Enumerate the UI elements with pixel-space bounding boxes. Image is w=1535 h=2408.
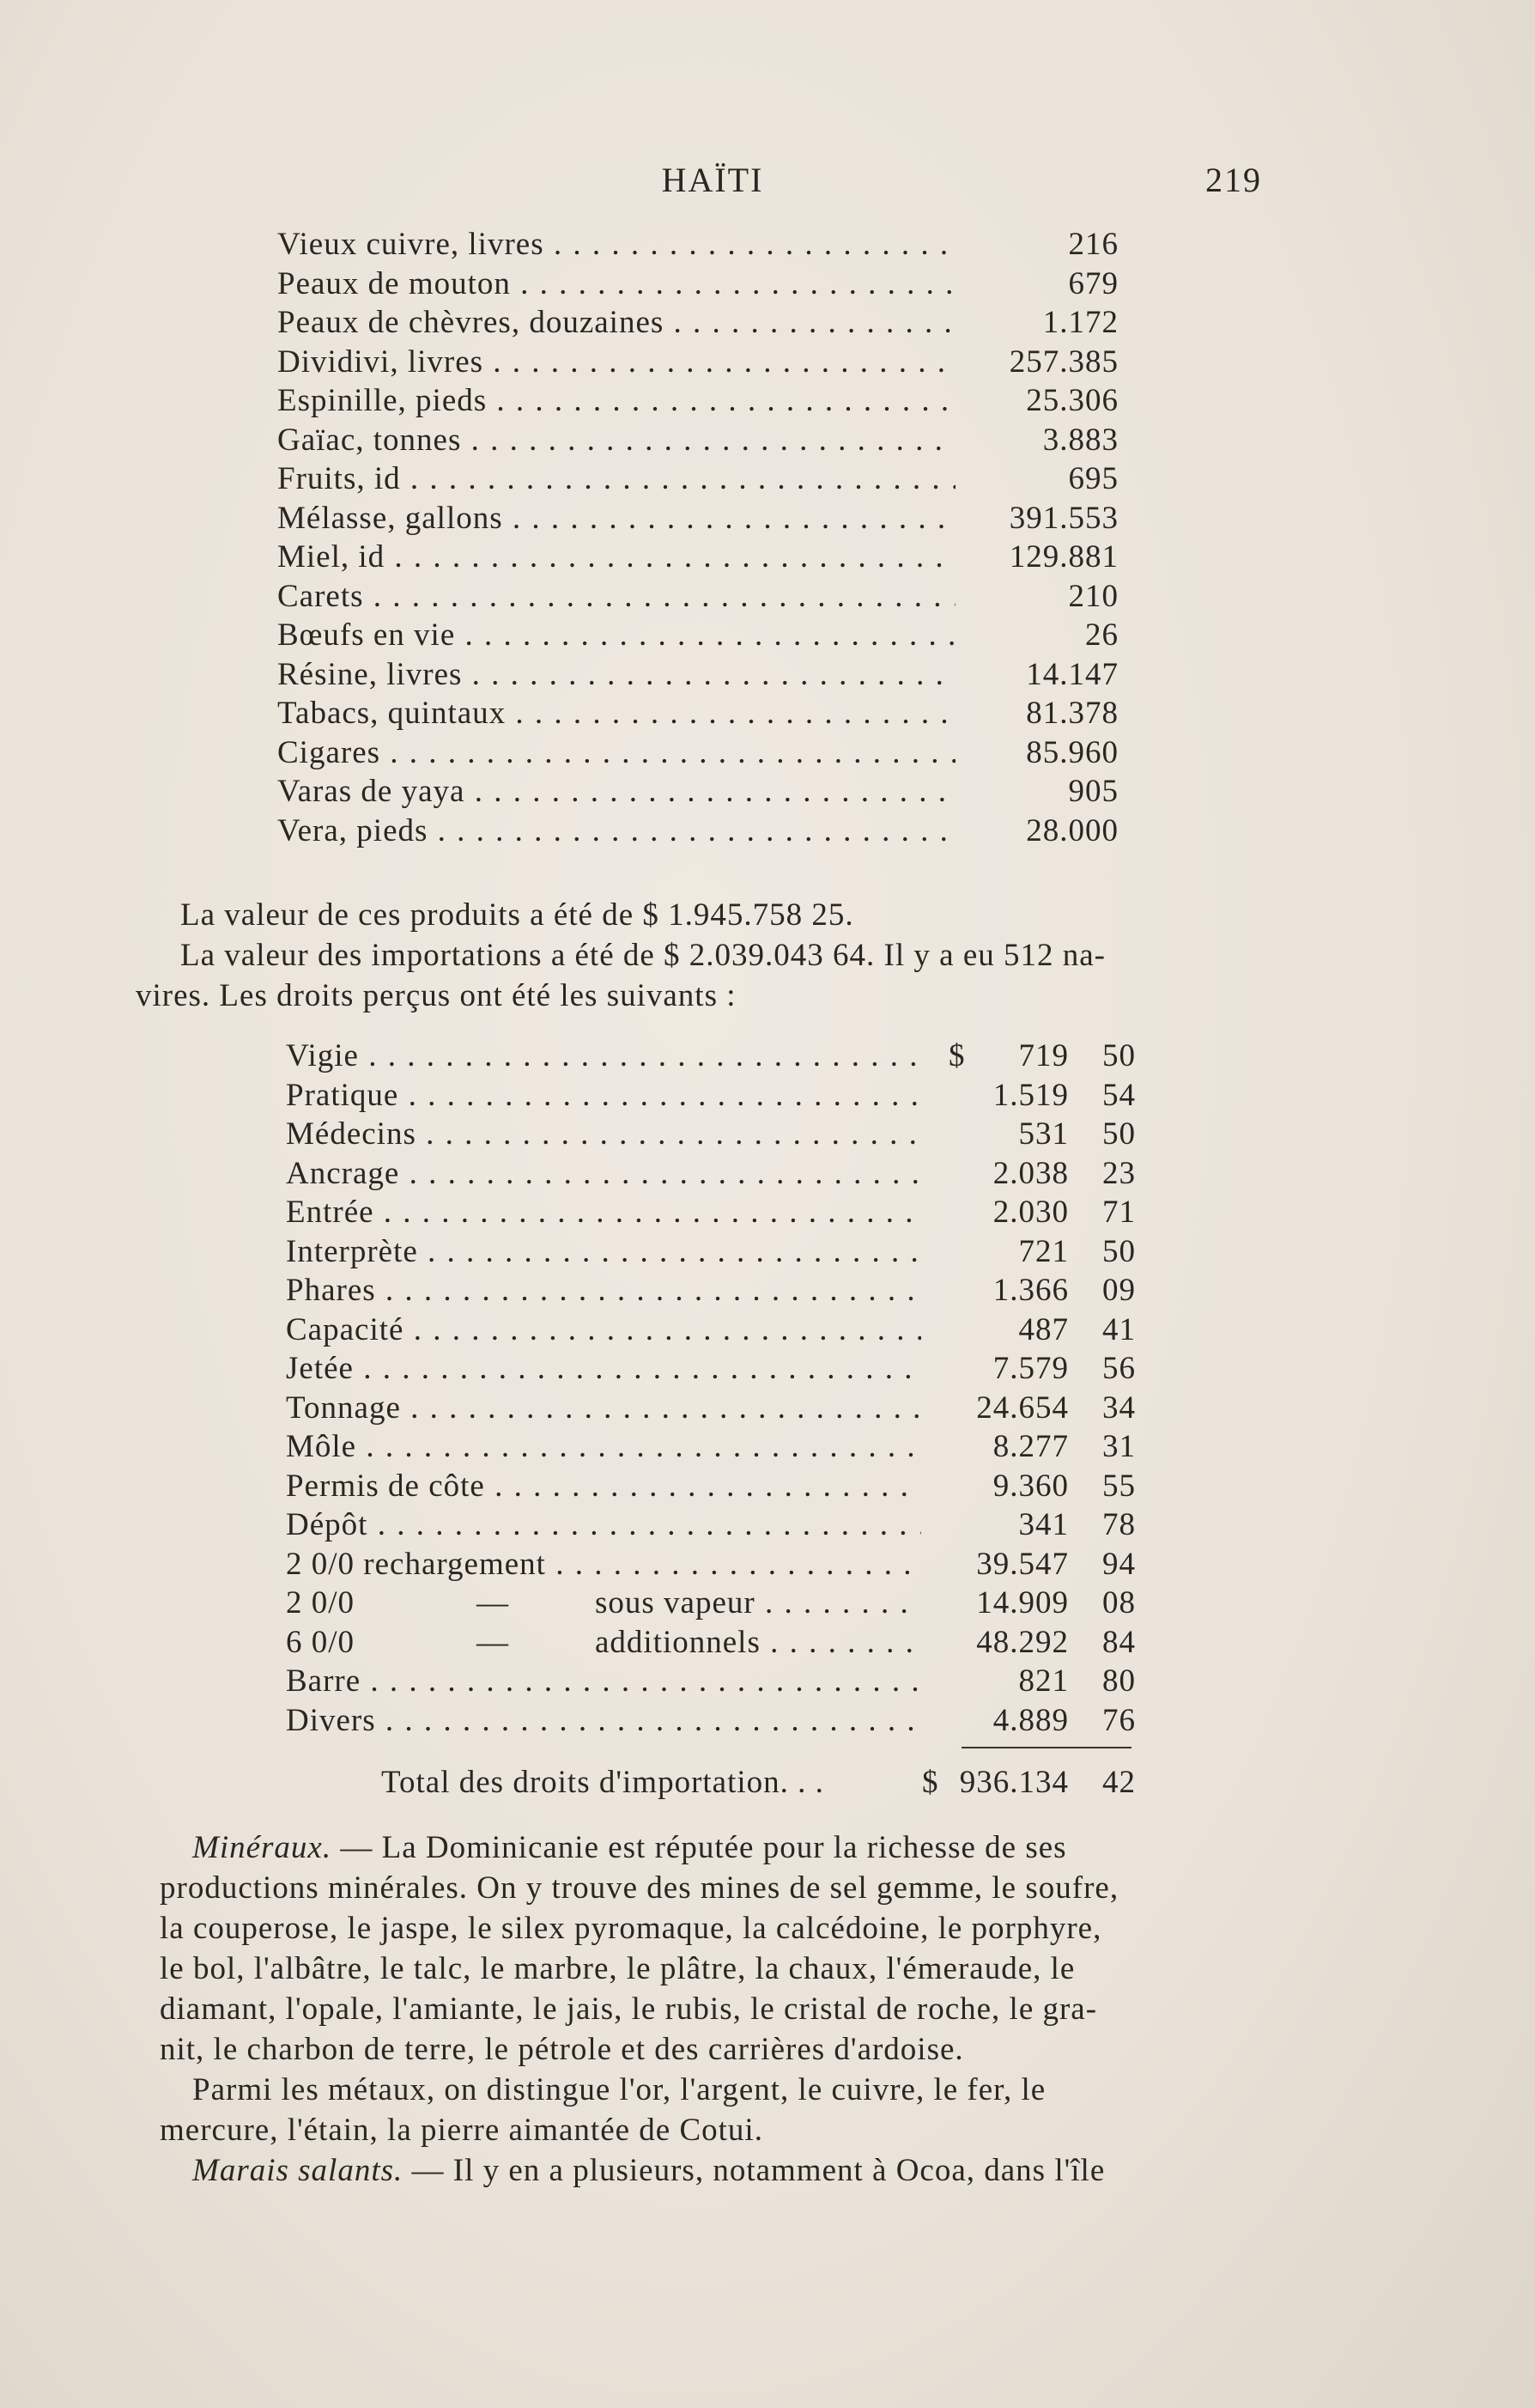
- table-row: [286, 1505, 1136, 1545]
- row-value: 391.553: [1009, 500, 1119, 536]
- page-title: HAÏTI: [661, 161, 764, 199]
- row-label: Miel, id: [277, 539, 385, 575]
- row-value: 487: [1018, 1311, 1069, 1347]
- row-value: 1.172: [1042, 305, 1119, 340]
- table-row: [277, 577, 1119, 617]
- table-row: [286, 1467, 1136, 1506]
- row-label: Tonnage: [286, 1389, 401, 1426]
- row-label: Bœufs en vie: [277, 617, 456, 653]
- row-value: 1.519: [992, 1077, 1069, 1113]
- paragraph-line: — Il y en a plusieurs, notamment à Ocoa, dans l'île: [403, 2153, 1106, 2188]
- table-row: [286, 1623, 1136, 1663]
- row-label: Dividivi, livres: [277, 344, 484, 380]
- row-label: 2 0/0 rechargement: [286, 1546, 546, 1582]
- table-row: [286, 1427, 1136, 1467]
- row-cents: 84: [1102, 1624, 1136, 1660]
- row-value: 39.547: [976, 1546, 1069, 1582]
- row-value: 48.292: [976, 1624, 1069, 1660]
- table-row: [277, 303, 1119, 343]
- row-value: 2.030: [992, 1195, 1069, 1230]
- row-label: Varas de yaya: [277, 774, 465, 809]
- row-label: Vigie: [286, 1038, 359, 1073]
- row-label: Vieux cuivre, livres: [277, 227, 544, 262]
- row-label: Gaïac, tonnes: [277, 422, 462, 458]
- paragraph-line: — La Dominicanie est réputée pour la richesse de ses: [331, 1830, 1067, 1865]
- row-value: 14.909: [976, 1585, 1069, 1621]
- total-currency: $: [922, 1765, 939, 1800]
- row-label: Barre: [286, 1663, 361, 1699]
- row-label: Capacité: [286, 1311, 404, 1347]
- row-value: 905: [1068, 774, 1119, 809]
- row-cents: 94: [1102, 1546, 1136, 1582]
- row-value: 81.378: [1026, 696, 1119, 731]
- row-label: additionnels: [595, 1624, 761, 1660]
- table-row: [286, 1701, 1136, 1741]
- table-row: [286, 1349, 1136, 1389]
- table-row: [277, 616, 1119, 655]
- table-row: [286, 1389, 1136, 1428]
- row-cents: 54: [1102, 1077, 1136, 1113]
- row-value: 679: [1068, 265, 1119, 301]
- row-label: Entrée: [286, 1195, 374, 1230]
- row-label: Môle: [286, 1429, 357, 1464]
- row-value: 210: [1068, 578, 1119, 614]
- table-row: [277, 812, 1119, 851]
- paragraph-line: mercure, l'étain, la pierre aimantée de Cotui.: [160, 2113, 763, 2148]
- running-header: [163, 160, 1262, 208]
- paragraph-line: la couperose, le jaspe, le silex pyromaque, la calcédoine, le porphyre,: [160, 1911, 1102, 1946]
- summary-line: La valeur de ces produits a été de $ 1.945.758 25.: [180, 897, 854, 933]
- row-cents: 23: [1102, 1155, 1136, 1191]
- row-cents: 50: [1102, 1116, 1136, 1152]
- row-label: Mélasse, gallons: [277, 500, 503, 536]
- row-cents: 09: [1102, 1273, 1136, 1308]
- row-cents: 56: [1102, 1351, 1136, 1386]
- row-value: 695: [1068, 461, 1119, 496]
- page-number: 219: [1205, 161, 1262, 199]
- row-value: 4.889: [992, 1702, 1069, 1738]
- row-cents: 71: [1102, 1195, 1136, 1230]
- table-row: [277, 265, 1119, 304]
- row-label: Phares: [286, 1273, 376, 1308]
- summary-line: vires. Les droits perçus ont été les suivants :: [136, 978, 737, 1013]
- table-row: [277, 772, 1119, 812]
- row-value: 28.000: [1026, 812, 1119, 848]
- exports-table: [277, 225, 1119, 850]
- paragraph-line: le bol, l'albâtre, le talc, le marbre, le plâtre, la chaux, l'émeraude, le: [160, 1951, 1076, 1986]
- paragraph-line: productions minérales. On y trouve des mines de sel gemme, le soufre,: [160, 1870, 1119, 1906]
- row-value: 821: [1018, 1663, 1069, 1699]
- row-value: 2.038: [992, 1155, 1069, 1191]
- row-label: Permis de côte: [286, 1468, 485, 1504]
- currency-symbol: $: [949, 1038, 966, 1073]
- row-label: Carets: [277, 578, 364, 614]
- row-value: 14.147: [1026, 656, 1119, 692]
- duties-table: [286, 1037, 1136, 1740]
- row-cents: 50: [1102, 1038, 1136, 1073]
- total-cents: 42: [1102, 1765, 1136, 1800]
- row-value: 24.654: [976, 1389, 1069, 1426]
- table-row: [277, 421, 1119, 460]
- total-value: 936.134: [959, 1765, 1069, 1800]
- row-cents: 78: [1102, 1507, 1136, 1542]
- row-label: Cigares: [277, 734, 381, 770]
- row-value: 257.385: [1009, 344, 1119, 380]
- table-row: [286, 1037, 1136, 1076]
- table-row: [277, 343, 1119, 382]
- row-label: Tabacs, quintaux: [277, 696, 507, 731]
- row-value: 719: [1018, 1038, 1069, 1073]
- paragraph-line: diamant, l'opale, l'amiante, le jais, le rubis, le cristal de roche, le gra-: [160, 1991, 1098, 2027]
- row-label: Peaux de chèvres, douzaines: [277, 305, 664, 340]
- row-cents: 76: [1102, 1702, 1136, 1738]
- table-row: [277, 655, 1119, 695]
- row-label: sous vapeur: [595, 1585, 755, 1621]
- table-row: [286, 1115, 1136, 1154]
- minerals-paragraph: [160, 1827, 1276, 2191]
- row-value: 721: [1018, 1233, 1069, 1269]
- row-cents: 41: [1102, 1311, 1136, 1347]
- total-rule: [962, 1747, 1132, 1748]
- row-value: 85.960: [1026, 734, 1119, 770]
- row-label: Ancrage: [286, 1155, 400, 1191]
- row-value: 25.306: [1026, 383, 1119, 418]
- row-cents: 34: [1102, 1389, 1136, 1426]
- total-label: Total des droits d'importation. . .: [381, 1765, 824, 1800]
- row-label: Médecins: [286, 1116, 416, 1152]
- row-label: Vera, pieds: [277, 812, 428, 848]
- import-summary-paragraph: [136, 895, 1279, 1016]
- row-cents: 50: [1102, 1233, 1136, 1269]
- row-value: 8.277: [992, 1429, 1069, 1464]
- paragraph-line: nit, le charbon de terre, le pétrole et des carrières d'ardoise.: [160, 2032, 964, 2067]
- row-label: Interprète: [286, 1233, 418, 1269]
- row-label: Divers: [286, 1702, 376, 1738]
- row-value: 216: [1068, 227, 1119, 262]
- row-value: 9.360: [992, 1468, 1069, 1504]
- row-value: 3.883: [1042, 422, 1119, 458]
- table-row: [286, 1154, 1136, 1194]
- table-row: [286, 1076, 1136, 1116]
- table-row: [277, 694, 1119, 733]
- row-cents: 31: [1102, 1429, 1136, 1464]
- table-row: [286, 1662, 1136, 1701]
- row-dash: —: [476, 1624, 509, 1660]
- table-row: [286, 1584, 1136, 1623]
- row-prefix: 6 0/0: [286, 1624, 355, 1660]
- row-value: 7.579: [992, 1351, 1069, 1386]
- table-row: [286, 1545, 1136, 1584]
- table-row: [286, 1271, 1136, 1310]
- duties-total: [381, 1762, 1136, 1803]
- row-label: Peaux de mouton: [277, 265, 511, 301]
- row-label: Pratique: [286, 1077, 399, 1113]
- table-row: [277, 499, 1119, 538]
- table-row: [286, 1193, 1136, 1232]
- table-row: [277, 459, 1119, 499]
- row-cents: 80: [1102, 1663, 1136, 1699]
- table-row: [277, 225, 1119, 265]
- row-label: Fruits, id: [277, 461, 401, 496]
- row-dash: —: [476, 1585, 509, 1621]
- row-value: 341: [1018, 1507, 1069, 1542]
- row-value: 129.881: [1009, 539, 1119, 575]
- row-value: 26: [1085, 617, 1119, 653]
- section-heading: Marais salants.: [192, 2153, 403, 2188]
- section-heading: Minéraux.: [192, 1830, 332, 1865]
- row-cents: 08: [1102, 1585, 1136, 1621]
- row-label: Jetée: [286, 1351, 354, 1386]
- table-row: [286, 1232, 1136, 1272]
- row-prefix: 2 0/0: [286, 1585, 355, 1621]
- row-cents: 55: [1102, 1468, 1136, 1504]
- row-label: Espinille, pieds: [277, 383, 488, 418]
- row-label: Dépôt: [286, 1507, 368, 1542]
- paragraph-line: Parmi les métaux, on distingue l'or, l'argent, le cuivre, le fer, le: [192, 2072, 1047, 2107]
- table-row: [277, 381, 1119, 421]
- table-row: [286, 1310, 1136, 1350]
- row-value: 1.366: [992, 1273, 1069, 1308]
- table-row: [277, 733, 1119, 773]
- table-row: [277, 538, 1119, 577]
- row-value: 531: [1018, 1116, 1069, 1152]
- row-label: Résine, livres: [277, 656, 463, 692]
- summary-line: La valeur des importations a été de $ 2.039.043 64. Il y a eu 512 na-: [180, 938, 1106, 973]
